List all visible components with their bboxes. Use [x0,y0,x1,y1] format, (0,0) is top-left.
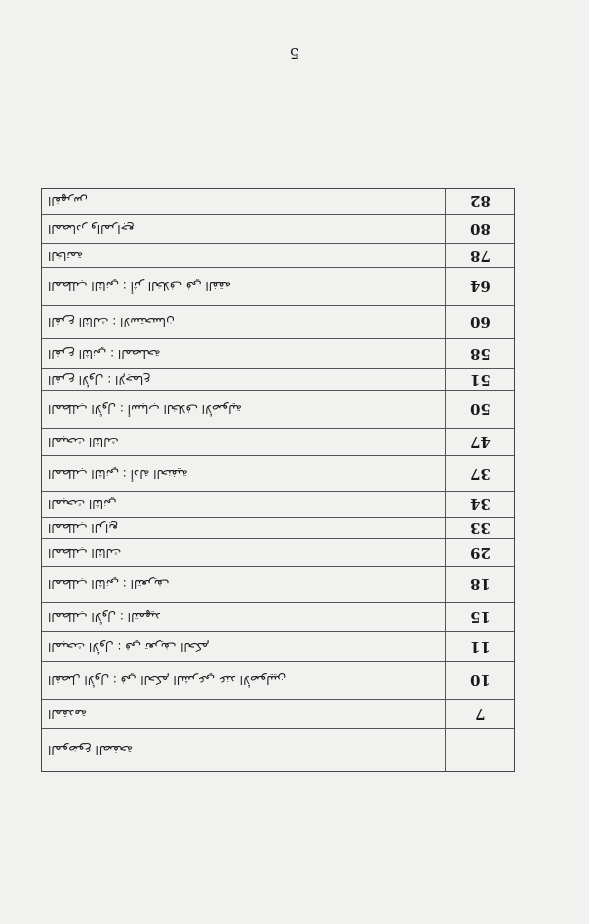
toc-title-cell [42,268,446,305]
toc-title: المبحث الثالث [48,434,119,449]
toc-title-cell [42,632,446,661]
table-row [42,429,514,457]
toc-page-number: 15 [469,608,491,627]
toc-title-cell [42,456,446,491]
toc-page-cell [446,369,514,390]
toc-page-number: 80 [469,220,491,239]
toc-title-cell [42,603,446,632]
table-row [42,456,514,492]
toc-title-cell [42,700,446,729]
table-row [42,518,514,540]
table-row [42,539,514,567]
table-row [42,492,514,518]
toc-page-cell [446,306,514,339]
table-row [42,268,514,306]
toc-page-number: 47 [469,432,491,451]
toc-page-number: 50 [469,400,491,419]
toc-title-cell [42,539,446,566]
toc-title: الموضوع الصفحة [48,743,134,758]
toc-title-cell [42,369,446,390]
toc-page-number: 29 [469,543,491,562]
toc-page-cell [446,539,514,566]
table-row [42,339,514,369]
table-row [42,244,514,268]
table-row [42,369,514,391]
toc-page-number: 37 [469,464,491,483]
table-of-contents [41,188,515,772]
toc-title: الفرع الثاني : المصلحة [48,346,161,361]
table-row [42,603,514,633]
toc-title-cell [42,391,446,428]
toc-page-cell [446,632,514,661]
toc-page-cell [446,456,514,491]
toc-title-cell [42,729,446,771]
page-number: 5 [289,44,300,62]
toc-page-number: 78 [469,246,491,265]
toc-title: المطلب الثاني : التعريف [48,577,170,592]
toc-page-cell [446,215,514,244]
toc-title: المطلب الرابع [48,521,119,535]
toc-title-cell [42,244,446,267]
table-row [42,662,514,700]
toc-title: المبحث الثاني [48,497,117,512]
toc-title: الفرع الثالث : الاستحسان [48,315,175,330]
toc-page-number: 51 [469,370,491,389]
toc-title-cell [42,492,446,517]
toc-page-number: 33 [469,519,491,537]
toc-page-cell [446,492,514,517]
toc-title-cell [42,518,446,539]
toc-title: المطلب الأول : التمهيد [48,610,161,625]
toc-title: المبحث الأول : في تعريف الحكم [48,639,210,654]
toc-page-cell [446,268,514,305]
toc-title: المقدمة [48,707,88,722]
toc-page-number: 64 [469,277,491,296]
toc-title-cell [42,306,446,339]
toc-page-cell [446,603,514,632]
toc-page-number: 11 [469,637,491,656]
toc-title-cell [42,567,446,602]
toc-title: الفصل الأول : في الحكم الشرعي عند الأصوليين [48,673,287,688]
toc-title-cell [42,215,446,244]
table-row [42,189,514,215]
toc-page-number: 10 [469,671,491,690]
toc-page-number: 18 [469,575,491,594]
toc-page-cell [446,391,514,428]
toc-page-number: 34 [469,495,491,514]
toc-title: الفهرس [48,194,88,209]
toc-title: الفرع الأول : الإجماع [48,372,151,387]
toc-title-cell [42,429,446,456]
toc-page-cell [446,189,514,214]
toc-title: المطلب الثاني : أثر الخلاف في الفقه [48,279,231,294]
toc-page-cell [446,339,514,368]
toc-title-cell [42,339,446,368]
toc-page-cell [446,729,514,771]
toc-title-cell [42,189,446,214]
toc-title: المطلب الثالث [48,545,122,560]
table-row [42,306,514,340]
toc-page-cell [446,518,514,539]
table-row [42,632,514,662]
toc-page-cell [446,700,514,729]
toc-page-number: 58 [469,344,491,363]
toc-title: المطلب الأول : أسباب الخلاف الأصولية [48,402,242,417]
table-row [42,729,514,771]
table-row [42,567,514,603]
toc-page-number: 7 [474,705,486,724]
toc-page-cell [446,244,514,267]
toc-title: الخاتمة [48,248,84,263]
toc-title: المطلب الثاني : أدلة الحنفية [48,466,188,481]
toc-page-number: 60 [469,313,491,332]
toc-title-cell [42,662,446,699]
table-row [42,215,514,245]
toc-page-cell [446,567,514,602]
toc-page-cell [446,429,514,456]
toc-page-cell [446,662,514,699]
toc-title: المصادر والمراجع [48,222,135,237]
table-row [42,700,514,730]
toc-page-number: 82 [469,192,491,211]
table-row [42,391,514,429]
